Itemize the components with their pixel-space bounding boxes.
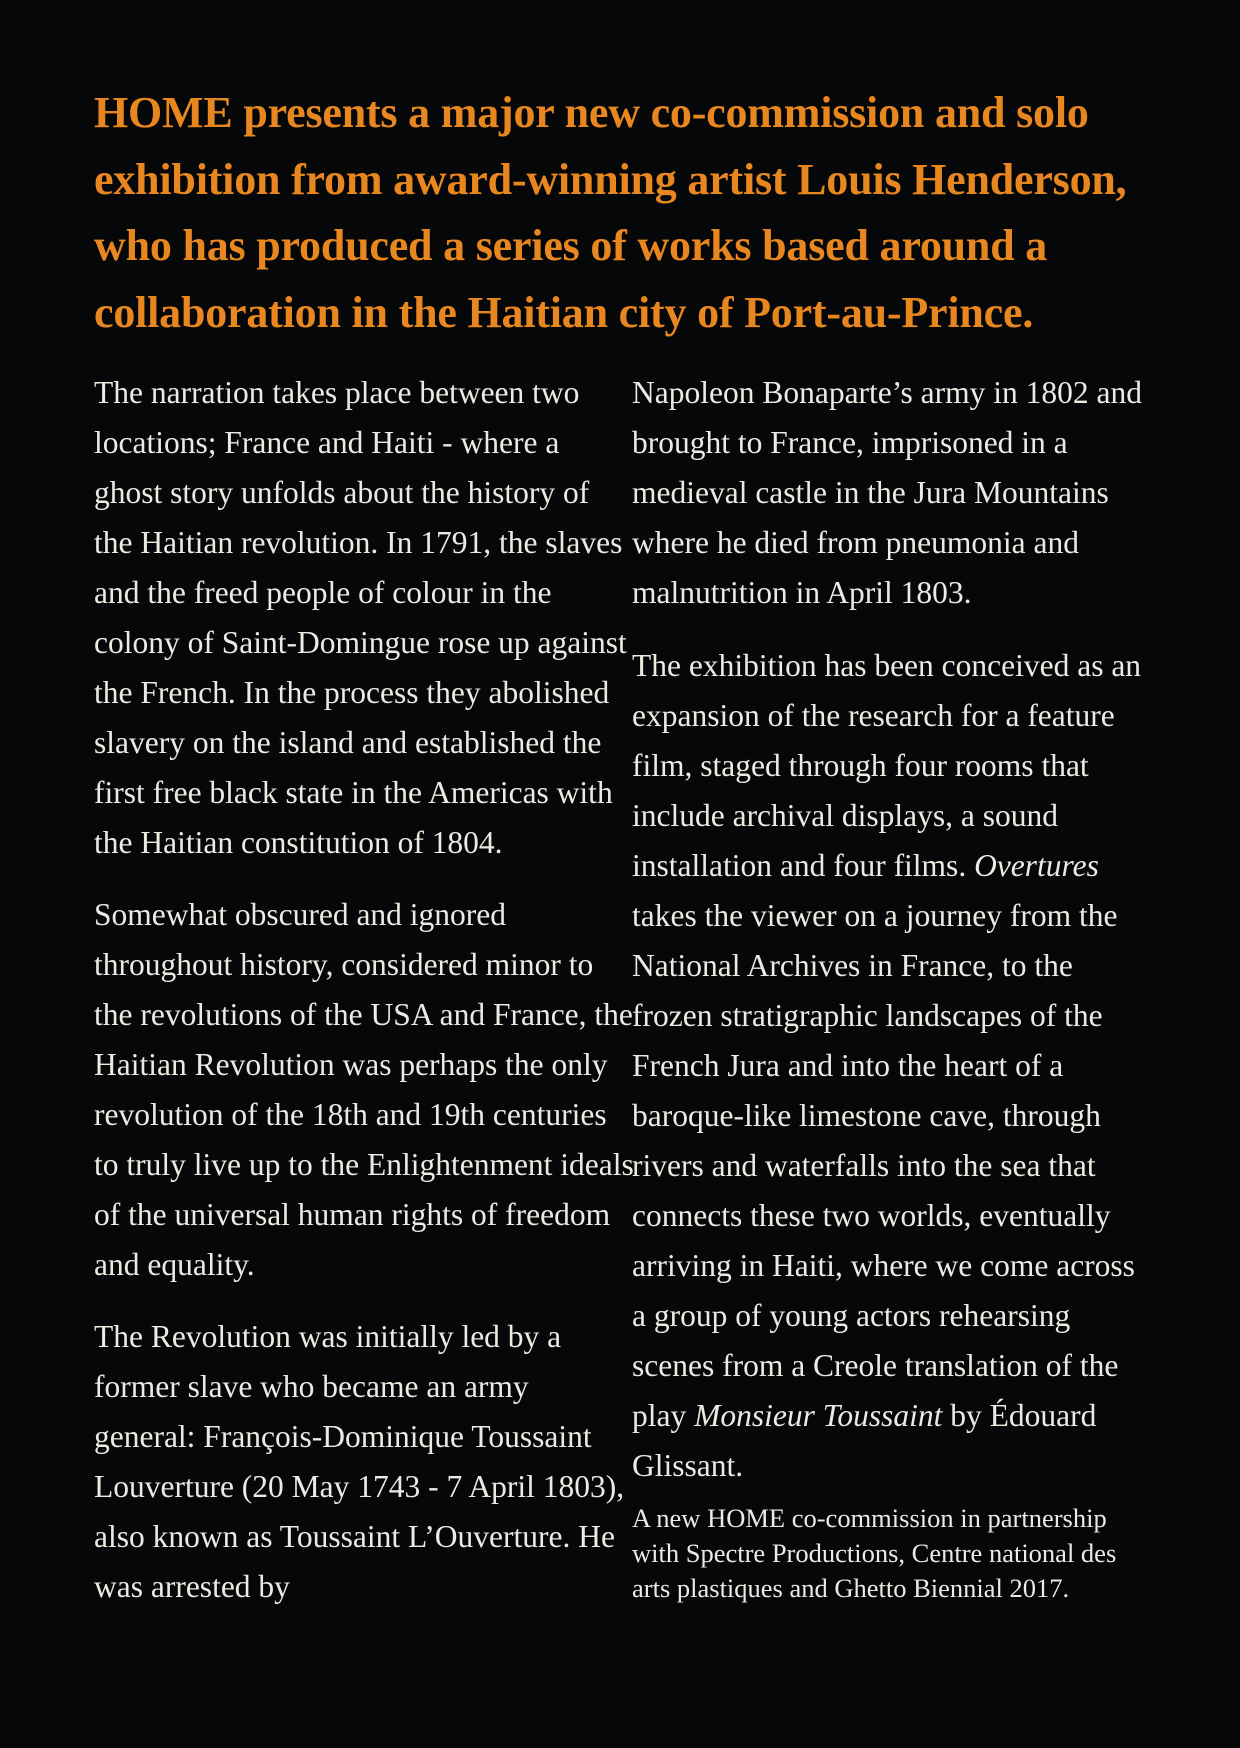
body-text: takes the viewer on a journey from the National Archives in France, to the frozen stratigraphic landscapes of the French Jura and into the heart of a baroque-like limestone cave, through rivers and waterfalls into the sea that connects these two worlds, eventually arriving in Haiti, where we come across a group of young actors rehearsing scenes from a Creole translation of the play [632, 898, 1135, 1433]
body-paragraph: The narration takes place between two locations; France and Haiti - where a ghost story unfolds about the history of the Haitian revolution. In 1791, the slaves and the freed people of colour in the colony of Saint-Domingue rose up against the French. In the process they abolished slavery on the island and established the first free black state in the Americas with the Haitian constitution of 1804. [94, 375, 627, 860]
left-column [94, 368, 634, 1612]
right-column [632, 368, 1152, 1606]
film-title: Overtures [974, 848, 1099, 883]
body-paragraph [632, 641, 1152, 1491]
body-text: by Édouard Glissant. [632, 1398, 1097, 1483]
body-paragraph: The Revolution was initially led by a former slave who became an army general: François-Dominique Toussaint Louverture (20 May 1743 - 7 April 1803), also known as Toussaint L’Ouverture. He was arrested by [94, 1319, 625, 1604]
play-title: Monsieur Toussaint [694, 1398, 943, 1433]
headline: HOME presents a major new co-commission and solo exhibition from award-winning artist Louis Henderson, who has produced a series of works based around a collaboration in the Haitian city of Port-au-Prince. [94, 88, 1127, 337]
body-paragraph: Somewhat obscured and ignored throughout history, considered minor to the revolutions of the USA and France, the Haitian Revolution was perhaps the only revolution of the 18th and 19th centuries to truly live up to the Enlightenment ideals of the universal human rights of freedom and equality. [94, 897, 634, 1282]
body-text: The exhibition has been conceived as an expansion of the research for a feature film, staged through four rooms that include archival displays, a sound installation and four films. [632, 648, 1142, 883]
body-paragraph: Napoleon Bonaparte’s army in 1802 and brought to France, imprisoned in a medieval castle in the Jura Mountains where he died from pneumonia and malnutrition in April 1803. [632, 375, 1142, 610]
credit-note: A new HOME co-commission in partnership with Spectre Productions, Centre national des arts plastiques and Ghetto Biennial 2017. [632, 1503, 1117, 1603]
